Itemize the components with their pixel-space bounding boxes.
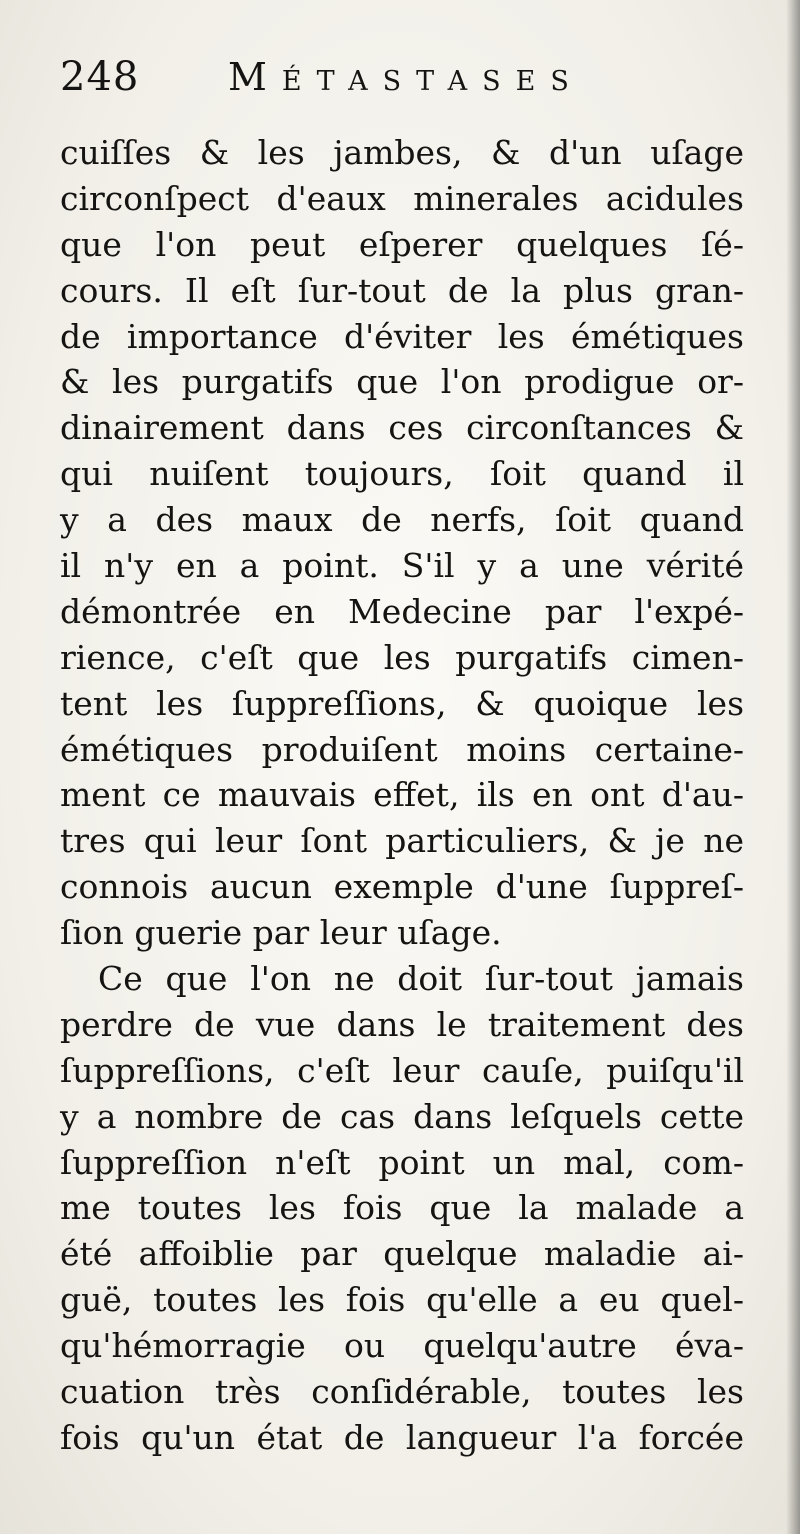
- text-line: guë, toutes les fois qu'elle a eu quel-: [60, 1280, 744, 1320]
- text-line: y a nombre de cas dans leſquels cette: [60, 1096, 744, 1136]
- paragraph-2: [60, 956, 744, 1461]
- text-line: rience, c'eſt que les purgatifs cimen-: [60, 637, 744, 677]
- text-line: ment ce mauvais effet, ils en ont d'au-: [60, 775, 744, 815]
- text-line: cuiſſes & les jambes, & d'un uſage: [60, 133, 744, 172]
- text-line: tres qui leur ſont particuliers, & je ne: [60, 821, 744, 861]
- text-line: cuation très conſidérable, toutes les: [60, 1372, 744, 1412]
- text-line: ſuppreſſions, c'eſt leur cauſe, puiſqu'il: [60, 1050, 744, 1090]
- text-line: tent les ſuppreſſions, & quoique les: [60, 683, 744, 723]
- text-line: cours. Il eſt ſur-tout de la plus gran-: [60, 270, 744, 310]
- text-line: ſuppreſſion n'eſt point un mal, com-: [60, 1142, 744, 1182]
- page-edge-shadow: [786, 0, 800, 1534]
- text-line: il n'y en a point. S'il y a une vérité: [60, 546, 744, 586]
- text-line: connois aucun exemple d'une ſuppreſ-: [60, 867, 744, 907]
- text-line: y a des maux de nerfs, ſoit quand: [60, 500, 744, 540]
- text-line: été affoiblie par quelque maladie ai-: [60, 1234, 744, 1274]
- text-line: me toutes les fois que la malade a: [60, 1188, 744, 1228]
- text-line: qui nuiſent toujours, ſoit quand il: [60, 454, 744, 494]
- text-line: de importance d'éviter les émétiques: [60, 316, 744, 356]
- text-line: & les purgatifs que l'on prodigue or-: [60, 362, 744, 402]
- text-line: que l'on peut eſperer quelques ſé-: [60, 224, 744, 264]
- text-line: émétiques produiſent moins certaine-: [60, 729, 744, 769]
- running-title: Métastases: [228, 55, 584, 99]
- text-line: dinairement dans ces circonſtances &: [60, 408, 744, 448]
- text-line: démontrée en Medecine par l'expé-: [60, 591, 744, 631]
- text-line: circonſpect d'eaux minerales acidules: [60, 178, 744, 218]
- page-number: 248: [60, 54, 140, 100]
- text-line: fois qu'un état de langueur l'a forcée: [60, 1417, 744, 1457]
- paragraph-1: [60, 130, 744, 956]
- text-line: perdre de vue dans le traitement des: [60, 1004, 744, 1044]
- body-text: [60, 130, 744, 1461]
- text-line: Ce que l'on ne doit ſur-tout jamais: [98, 959, 744, 999]
- text-line: ſion guerie par leur uſage.: [60, 913, 502, 953]
- text-line: qu'hémorragie ou quelqu'autre éva-: [60, 1326, 744, 1366]
- page-header: [60, 52, 660, 112]
